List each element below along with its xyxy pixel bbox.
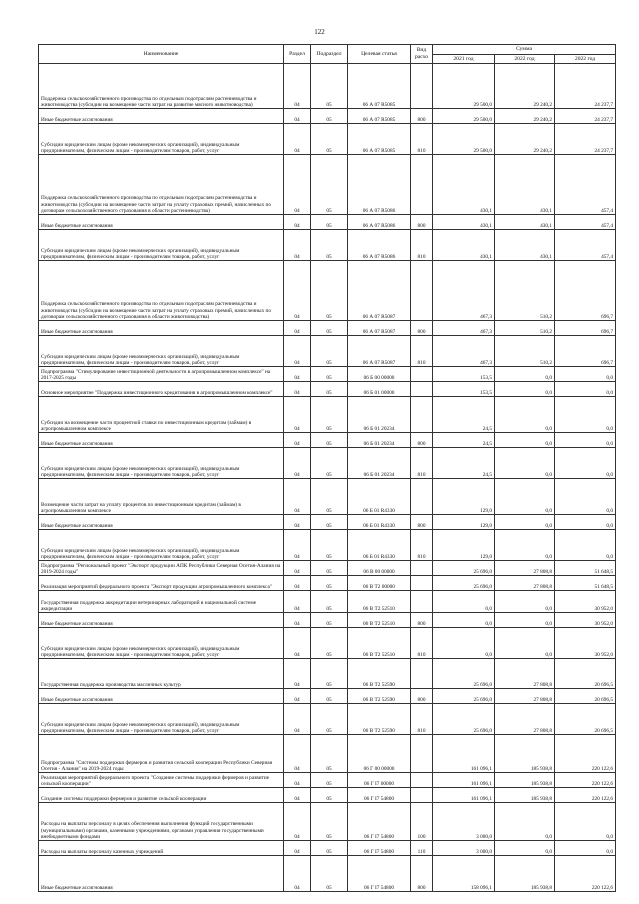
cell-sum-2022-second: 220 122,6 xyxy=(555,856,616,892)
cell-section: 04 xyxy=(284,788,311,803)
cell-target: 06 А 07 R5086 xyxy=(348,230,411,261)
table-row xyxy=(39,215,616,230)
cell-sum-2021: 25 696,0 xyxy=(433,576,495,591)
cell-subsection: 05 xyxy=(311,155,348,215)
cell-type: 110 xyxy=(411,841,433,856)
cell-section: 04 xyxy=(284,841,311,856)
cell-sum-2022: 510,2 xyxy=(495,336,555,367)
cell-subsection: 05 xyxy=(311,591,348,613)
cell-type: 800 xyxy=(411,856,433,892)
cell-sum-2022: 510,2 xyxy=(495,261,555,321)
cell-target: 06 В 00 00000 xyxy=(348,561,411,576)
cell-sum-2021: 158 096,1 xyxy=(433,856,495,892)
cell-section: 04 xyxy=(284,155,311,215)
table-row xyxy=(39,397,616,433)
cell-target: 06 Б 01 20234 xyxy=(348,397,411,433)
table-row xyxy=(39,124,616,155)
cell-target: 06 Г I7 54800 xyxy=(348,841,411,856)
cell-target: 06 Г I7 00000 xyxy=(348,773,411,788)
cell-section: 04 xyxy=(284,321,311,336)
cell-subsection: 05 xyxy=(311,433,348,448)
cell-subsection: 05 xyxy=(311,689,348,704)
cell-sum-2022-second: 24 237,7 xyxy=(555,124,616,155)
cell-sum-2022-second: 457,4 xyxy=(555,215,616,230)
cell-sum-2022-second: 30 952,0 xyxy=(555,613,616,628)
cell-subsection: 05 xyxy=(311,448,348,479)
cell-sum-2022: 27 808,8 xyxy=(495,576,555,591)
cell-sum-2022-second: 0,0 xyxy=(555,479,616,515)
table-row xyxy=(39,64,616,109)
cell-sum-2022: 0,0 xyxy=(495,613,555,628)
cell-sum-2022-second: 20 696,5 xyxy=(555,689,616,704)
cell-sum-2021: 129,0 xyxy=(433,515,495,530)
table-row xyxy=(39,576,616,591)
cell-section: 04 xyxy=(284,613,311,628)
cell-name: Иные бюджетные ассигнования xyxy=(39,856,284,892)
cell-subsection: 05 xyxy=(311,803,348,841)
cell-type xyxy=(411,382,433,397)
header-section: Раздел xyxy=(284,45,311,64)
cell-section: 04 xyxy=(284,576,311,591)
cell-subsection: 05 xyxy=(311,735,348,773)
cell-name: Субсидии юридическим лицам (кроме некоммерческих организаций), индивидуальным предпринимателям, физическим лицам - производителям товаров, работ, услуг xyxy=(39,704,284,735)
cell-section: 04 xyxy=(284,433,311,448)
cell-sum-2022: 27 808,8 xyxy=(495,689,555,704)
cell-sum-2022-second: 696,7 xyxy=(555,321,616,336)
header-name: Наименование xyxy=(39,45,284,64)
cell-sum-2022-second: 0,0 xyxy=(555,382,616,397)
cell-sum-2021: 161 096,1 xyxy=(433,735,495,773)
cell-target: 06 Б 01 R4330 xyxy=(348,479,411,515)
budget-table xyxy=(38,44,616,892)
cell-target: 06 А 07 R5087 xyxy=(348,261,411,321)
cell-sum-2022: 510,2 xyxy=(495,321,555,336)
cell-subsection: 05 xyxy=(311,788,348,803)
cell-target: 06 Г 00 00000 xyxy=(348,735,411,773)
header-target: Целевая статья xyxy=(348,45,411,64)
cell-name: Реализация мероприятий федерального проекта "Создание системы поддержки фермеров и развитие сельской кооперации" xyxy=(39,773,284,788)
cell-name: Иные бюджетные ассигнования xyxy=(39,109,284,124)
cell-sum-2022-second: 30 952,0 xyxy=(555,591,616,613)
cell-name: Субсидии юридическим лицам (кроме некоммерческих организаций), индивидуальным предпринимателям, физическим лицам - производителям товаров, работ, услуг xyxy=(39,448,284,479)
cell-sum-2022: 430,1 xyxy=(495,230,555,261)
cell-section: 04 xyxy=(284,735,311,773)
table-body xyxy=(39,64,616,892)
table-row xyxy=(39,856,616,892)
cell-type xyxy=(411,64,433,109)
cell-sum-2022-second: 0,0 xyxy=(555,530,616,561)
cell-sum-2022: 0,0 xyxy=(495,841,555,856)
cell-section: 04 xyxy=(284,773,311,788)
cell-sum-2022-second: 30 952,0 xyxy=(555,628,616,659)
cell-sum-2022-second: 696,7 xyxy=(555,336,616,367)
cell-target: 06 Б 01 R4330 xyxy=(348,515,411,530)
cell-type xyxy=(411,591,433,613)
cell-type xyxy=(411,261,433,321)
header-sum: Сумма xyxy=(433,45,616,55)
table-row xyxy=(39,803,616,841)
cell-name: Государственная поддержка аккредитации ветеринарных лабораторий в национальной системе аккредитации xyxy=(39,591,284,613)
cell-subsection: 05 xyxy=(311,856,348,892)
cell-sum-2022-second: 0,0 xyxy=(555,803,616,841)
table-row xyxy=(39,561,616,576)
cell-section: 04 xyxy=(284,261,311,321)
cell-name: Создание системы поддержки фермеров и развитие сельской кооперации xyxy=(39,788,284,803)
cell-sum-2022: 27 808,8 xyxy=(495,659,555,689)
cell-sum-2021: 29 500,0 xyxy=(433,64,495,109)
cell-sum-2022-second: 0,0 xyxy=(555,448,616,479)
cell-sum-2022: 27 808,8 xyxy=(495,561,555,576)
cell-subsection: 05 xyxy=(311,321,348,336)
cell-section: 04 xyxy=(284,336,311,367)
cell-target: 06 Б 00 00000 xyxy=(348,367,411,382)
cell-target: 06 Б 01 20234 xyxy=(348,433,411,448)
cell-target: 06 Б 01 20234 xyxy=(348,448,411,479)
table-row xyxy=(39,230,616,261)
cell-sum-2021: 3 000,0 xyxy=(433,803,495,841)
cell-sum-2022-second: 20 696,5 xyxy=(555,704,616,735)
cell-subsection: 05 xyxy=(311,230,348,261)
cell-type: 810 xyxy=(411,704,433,735)
cell-name: Субсидии юридическим лицам (кроме некоммерческих организаций), индивидуальным предпринимателям, физическим лицам - производителям товаров, работ, услуг xyxy=(39,124,284,155)
cell-sum-2022: 0,0 xyxy=(495,448,555,479)
cell-name: Поддержка сельскохозяйственного производства по отдельным подотраслям растениеводства и животноводства (субсидии на возмещение части затрат на развитие мясного животноводства) xyxy=(39,64,284,109)
table-row xyxy=(39,591,616,613)
cell-subsection: 05 xyxy=(311,64,348,109)
cell-target: 06 В Т2 52510 xyxy=(348,628,411,659)
cell-sum-2022: 430,1 xyxy=(495,155,555,215)
cell-sum-2021: 0,0 xyxy=(433,628,495,659)
cell-subsection: 05 xyxy=(311,215,348,230)
cell-subsection: 05 xyxy=(311,367,348,382)
cell-sum-2021: 129,0 xyxy=(433,479,495,515)
cell-target: 06 Б 01 R4330 xyxy=(348,530,411,561)
cell-sum-2022-second: 51 648,5 xyxy=(555,576,616,591)
cell-sum-2021: 25 696,0 xyxy=(433,704,495,735)
cell-target: 06 Г I7 54800 xyxy=(348,788,411,803)
cell-name: Иные бюджетные ассигнования xyxy=(39,433,284,448)
table-row xyxy=(39,448,616,479)
cell-target: 06 А 07 R5085 xyxy=(348,109,411,124)
cell-sum-2022: 0,0 xyxy=(495,397,555,433)
cell-sum-2022-second: 457,4 xyxy=(555,230,616,261)
table-row xyxy=(39,515,616,530)
table-row xyxy=(39,788,616,803)
cell-type xyxy=(411,561,433,576)
cell-sum-2022: 0,0 xyxy=(495,433,555,448)
table-row xyxy=(39,773,616,788)
cell-name: Расходы на выплаты персоналу казенных учреждений xyxy=(39,841,284,856)
cell-type xyxy=(411,788,433,803)
cell-subsection: 05 xyxy=(311,659,348,689)
header-year-2022-second: 2022 год xyxy=(555,55,616,64)
cell-section: 04 xyxy=(284,561,311,576)
cell-name: Подпрограмма "Региональный проект "Экспорт продукции АПК Республики Северная Осетия-Алания на 2019-2024 годы" xyxy=(39,561,284,576)
table-row xyxy=(39,704,616,735)
cell-name: Государственная поддержка производства масличных культур xyxy=(39,659,284,689)
cell-target: 06 А 07 R5086 xyxy=(348,155,411,215)
cell-name: Основное мероприятие "Поддержка инвестиционного кредитования в агропромышленном комплексе" xyxy=(39,382,284,397)
cell-sum-2022-second: 0,0 xyxy=(555,367,616,382)
cell-sum-2022: 0,0 xyxy=(495,803,555,841)
cell-sum-2021: 430,1 xyxy=(433,230,495,261)
table-row xyxy=(39,382,616,397)
cell-type xyxy=(411,773,433,788)
table-row xyxy=(39,109,616,124)
cell-sum-2022: 185 938,8 xyxy=(495,856,555,892)
cell-name: Иные бюджетные ассигнования xyxy=(39,613,284,628)
cell-name: Иные бюджетные ассигнования xyxy=(39,515,284,530)
cell-sum-2022-second: 457,4 xyxy=(555,155,616,215)
cell-sum-2022: 0,0 xyxy=(495,530,555,561)
cell-type xyxy=(411,576,433,591)
table-row xyxy=(39,689,616,704)
cell-target: 06 В Т2 00000 xyxy=(348,576,411,591)
cell-subsection: 05 xyxy=(311,479,348,515)
cell-name: Субсидии юридическим лицам (кроме некоммерческих организаций), индивидуальным предпринимателям, физическим лицам - производителям товаров, работ, услуг xyxy=(39,230,284,261)
cell-sum-2021: 129,0 xyxy=(433,530,495,561)
cell-sum-2021: 430,1 xyxy=(433,155,495,215)
cell-type: 810 xyxy=(411,530,433,561)
cell-target: 06 В Т2 52510 xyxy=(348,591,411,613)
cell-sum-2022-second: 0,0 xyxy=(555,515,616,530)
page-number: 122 xyxy=(314,28,325,36)
cell-sum-2022: 0,0 xyxy=(495,515,555,530)
cell-section: 04 xyxy=(284,448,311,479)
cell-sum-2022-second: 220 122,6 xyxy=(555,773,616,788)
cell-sum-2022: 29 240,2 xyxy=(495,124,555,155)
cell-subsection: 05 xyxy=(311,773,348,788)
cell-target: 06 А 07 R5087 xyxy=(348,321,411,336)
cell-subsection: 05 xyxy=(311,124,348,155)
cell-sum-2022: 29 240,2 xyxy=(495,64,555,109)
cell-section: 04 xyxy=(284,230,311,261)
cell-sum-2022: 0,0 xyxy=(495,382,555,397)
cell-name: Расходы на выплаты персоналу в целях обеспечения выполнения функций государственными (муниципальными) органами, казенными учреждениями, органами управления государственными внебюджетными фондами xyxy=(39,803,284,841)
table-row xyxy=(39,613,616,628)
cell-name: Возмещение части затрат на уплату процентов по инвестиционным кредитам (займам) в агропромышленном комплексе xyxy=(39,479,284,515)
cell-target: 06 Г I7 54800 xyxy=(348,803,411,841)
cell-target: 06 А 07 R5086 xyxy=(348,215,411,230)
cell-sum-2022-second: 696,7 xyxy=(555,261,616,321)
cell-type: 800 xyxy=(411,515,433,530)
cell-sum-2022: 0,0 xyxy=(495,591,555,613)
cell-subsection: 05 xyxy=(311,261,348,321)
cell-name: Подпрограмма "Стимулирование инвестиционной деятельности в агропромышленном комплексе" на 2017-2025 годы xyxy=(39,367,284,382)
cell-name: Подпрограмма "Системы поддержки фермеров и развития сельской кооперации Республики Северная Осетия - Алания" на 2019-2024 годы xyxy=(39,735,284,773)
cell-type: 100 xyxy=(411,803,433,841)
cell-section: 04 xyxy=(284,124,311,155)
cell-sum-2022: 0,0 xyxy=(495,628,555,659)
cell-target: 06 В Т2 52590 xyxy=(348,659,411,689)
cell-target: 06 В Т2 52590 xyxy=(348,689,411,704)
cell-subsection: 05 xyxy=(311,530,348,561)
cell-subsection: 05 xyxy=(311,628,348,659)
cell-type: 810 xyxy=(411,124,433,155)
cell-sum-2021: 24,5 xyxy=(433,448,495,479)
cell-sum-2021: 161 096,1 xyxy=(433,788,495,803)
cell-sum-2022: 29 240,2 xyxy=(495,109,555,124)
cell-sum-2022: 0,0 xyxy=(495,367,555,382)
cell-subsection: 05 xyxy=(311,382,348,397)
cell-subsection: 05 xyxy=(311,109,348,124)
cell-section: 04 xyxy=(284,367,311,382)
cell-target: 06 В Т2 52590 xyxy=(348,704,411,735)
cell-section: 04 xyxy=(284,397,311,433)
cell-section: 04 xyxy=(284,215,311,230)
cell-sum-2022: 185 938,8 xyxy=(495,788,555,803)
table-row xyxy=(39,155,616,215)
cell-type xyxy=(411,659,433,689)
cell-type xyxy=(411,367,433,382)
table-row xyxy=(39,367,616,382)
table-row xyxy=(39,841,616,856)
cell-sum-2021: 29 500,0 xyxy=(433,109,495,124)
cell-sum-2021: 0,0 xyxy=(433,613,495,628)
cell-sum-2021: 29 500,0 xyxy=(433,124,495,155)
cell-name: Иные бюджетные ассигнования xyxy=(39,215,284,230)
cell-sum-2021: 24,5 xyxy=(433,433,495,448)
cell-sum-2021: 0,0 xyxy=(433,591,495,613)
table-row xyxy=(39,433,616,448)
table-row xyxy=(39,530,616,561)
header-year-2021: 2021 год xyxy=(433,55,495,64)
cell-type: 800 xyxy=(411,433,433,448)
cell-section: 04 xyxy=(284,856,311,892)
cell-sum-2022-second: 24 237,7 xyxy=(555,64,616,109)
cell-target: 06 В Т2 52510 xyxy=(348,613,411,628)
cell-type xyxy=(411,735,433,773)
cell-sum-2021: 24,5 xyxy=(433,397,495,433)
cell-sum-2021: 467,3 xyxy=(433,336,495,367)
cell-name: Иные бюджетные ассигнования xyxy=(39,689,284,704)
cell-type: 810 xyxy=(411,628,433,659)
table-row xyxy=(39,321,616,336)
header-year-2022: 2022 год xyxy=(495,55,555,64)
cell-sum-2022: 430,1 xyxy=(495,215,555,230)
table-row xyxy=(39,735,616,773)
cell-section: 04 xyxy=(284,689,311,704)
cell-type: 800 xyxy=(411,109,433,124)
cell-name: Субсидии юридическим лицам (кроме некоммерческих организаций), индивидуальным предпринимателям, физическим лицам - производителям товаров, работ, услуг xyxy=(39,628,284,659)
header-subsection: Подраздел xyxy=(311,45,348,64)
cell-sum-2022: 185 938,8 xyxy=(495,773,555,788)
cell-type xyxy=(411,397,433,433)
cell-sum-2021: 153,5 xyxy=(433,382,495,397)
cell-sum-2022-second: 0,0 xyxy=(555,397,616,433)
cell-sum-2022: 185 938,8 xyxy=(495,735,555,773)
cell-type xyxy=(411,479,433,515)
cell-sum-2021: 25 696,0 xyxy=(433,561,495,576)
cell-subsection: 05 xyxy=(311,576,348,591)
cell-subsection: 05 xyxy=(311,613,348,628)
cell-type xyxy=(411,155,433,215)
cell-type: 810 xyxy=(411,230,433,261)
cell-type: 800 xyxy=(411,689,433,704)
table-row xyxy=(39,659,616,689)
cell-section: 04 xyxy=(284,515,311,530)
cell-section: 04 xyxy=(284,479,311,515)
cell-sum-2022-second: 51 648,5 xyxy=(555,561,616,576)
header-type: Вид расхо xyxy=(411,45,433,64)
cell-sum-2022: 27 808,8 xyxy=(495,704,555,735)
cell-target: 06 А 07 R5085 xyxy=(348,64,411,109)
cell-name: Поддержка сельскохозяйственного производства по отдельным подотраслям растениеводства и животноводства (субсидии на возмещение части затрат на уплату страховых премий, начисленных по договорам сельскохозяйственного страхования в области животноводства) xyxy=(39,261,284,321)
cell-sum-2021: 161 096,1 xyxy=(433,773,495,788)
cell-sum-2022-second: 0,0 xyxy=(555,433,616,448)
cell-name: Субсидии на возмещение части процентной ставки по инвестиционным кредитам (займам) в агропромышленном комплексе xyxy=(39,397,284,433)
cell-sum-2022-second: 24 237,7 xyxy=(555,109,616,124)
cell-sum-2022-second: 0,0 xyxy=(555,841,616,856)
cell-section: 04 xyxy=(284,109,311,124)
cell-subsection: 05 xyxy=(311,515,348,530)
cell-sum-2021: 430,1 xyxy=(433,215,495,230)
cell-section: 04 xyxy=(284,628,311,659)
cell-section: 04 xyxy=(284,659,311,689)
cell-target: 06 Б 01 00000 xyxy=(348,382,411,397)
table-row xyxy=(39,628,616,659)
cell-type: 800 xyxy=(411,321,433,336)
cell-type: 800 xyxy=(411,613,433,628)
cell-name: Субсидии юридическим лицам (кроме некоммерческих организаций), индивидуальным предпринимателям, физическим лицам - производителям товаров, работ, услуг xyxy=(39,530,284,561)
cell-section: 04 xyxy=(284,64,311,109)
cell-sum-2021: 25 696,0 xyxy=(433,659,495,689)
cell-name: Поддержка сельскохозяйственного производства по отдельным подотраслям растениеводства и животноводства (субсидии на возмещение части затрат на уплату страховых премий, начисленных по договорам сельскохозяйственного страхования в области растениеводства) xyxy=(39,155,284,215)
cell-sum-2022: 0,0 xyxy=(495,479,555,515)
cell-name: Реализация мероприятий федерального проекта "Экспорт продукции агропромышленного комплекса" xyxy=(39,576,284,591)
cell-subsection: 05 xyxy=(311,397,348,433)
cell-sum-2021: 467,3 xyxy=(433,321,495,336)
cell-target: 06 А 07 R5085 xyxy=(348,124,411,155)
cell-section: 04 xyxy=(284,591,311,613)
cell-sum-2022-second: 20 696,5 xyxy=(555,659,616,689)
cell-section: 04 xyxy=(284,530,311,561)
cell-type: 810 xyxy=(411,336,433,367)
cell-subsection: 05 xyxy=(311,336,348,367)
cell-sum-2021: 25 696,0 xyxy=(433,689,495,704)
cell-section: 04 xyxy=(284,704,311,735)
cell-target: 06 Г I7 54800 xyxy=(348,856,411,892)
cell-target: 06 А 07 R5087 xyxy=(348,336,411,367)
cell-sum-2022-second: 220 122,6 xyxy=(555,735,616,773)
cell-section: 04 xyxy=(284,382,311,397)
cell-type: 800 xyxy=(411,215,433,230)
cell-sum-2021: 3 000,0 xyxy=(433,841,495,856)
cell-sum-2022-second: 220 122,6 xyxy=(555,788,616,803)
cell-name: Субсидии юридическим лицам (кроме некоммерческих организаций), индивидуальным предпринимателям, физическим лицам - производителям товаров, работ, услуг xyxy=(39,336,284,367)
table-row xyxy=(39,336,616,367)
cell-type: 810 xyxy=(411,448,433,479)
cell-sum-2021: 467,3 xyxy=(433,261,495,321)
cell-section: 04 xyxy=(284,803,311,841)
table-row xyxy=(39,261,616,321)
cell-subsection: 05 xyxy=(311,704,348,735)
cell-name: Иные бюджетные ассигнования xyxy=(39,321,284,336)
cell-subsection: 05 xyxy=(311,561,348,576)
cell-subsection: 05 xyxy=(311,841,348,856)
cell-sum-2021: 153,5 xyxy=(433,367,495,382)
table-row xyxy=(39,479,616,515)
